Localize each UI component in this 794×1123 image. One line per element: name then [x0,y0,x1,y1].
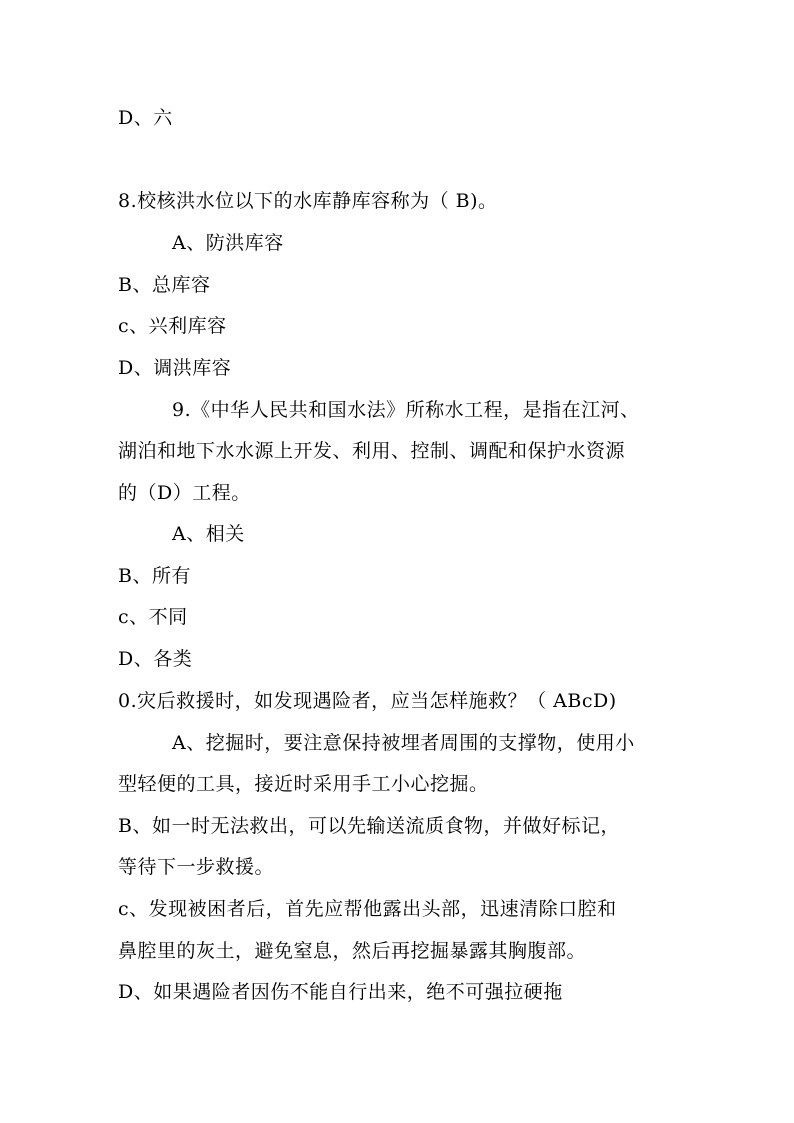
option-d-q7: D、六 [118,107,173,129]
option-d-q10: D、如果遇险者因伤不能自行出来，绝不可强拉硬拖 [118,981,563,1003]
option-b-q8: B、总库容 [118,274,211,296]
question-8: 8.校核洪水位以下的水库静库容称为（ B)。 [118,190,498,212]
option-b-q10-line-1: B、如一时无法救出，可以先输送流质食物，并做好标记， [118,815,620,837]
option-c-q10-line-2: 鼻腔里的灰土，避免窒息，然后再挖掘暴露其胸腹部。 [118,940,587,962]
question-10: 0.灾后救援时，如发现遇险者，应当怎样施救？（ ABcD) [118,690,617,712]
question-9-line-1: 9.《中华人民共和国水法》所称水工程，是指在江河、 [172,399,640,421]
option-d-q9: D、各类 [118,648,193,670]
option-c-q9: c、不同 [118,606,188,628]
option-c-q8: c、兴利库容 [118,315,227,337]
option-a-q8: A、防洪库容 [172,232,284,254]
option-a-q10-line-1: A、挖掘时，要注意保持被埋者周围的支撑物，使用小 [172,732,635,754]
question-9-line-2: 湖泊和地下水水源上开发、利用、控制、调配和保护水资源 [118,440,626,462]
option-a-q9: A、相关 [172,523,245,545]
option-c-q10-line-1: c、发现被困者后，首先应帮他露出头部，迅速清除口腔和 [118,898,617,920]
option-d-q8: D、调洪库容 [118,357,232,379]
question-9-line-3: 的（D）工程。 [118,482,251,504]
option-a-q10-line-2: 型轻便的工具，接近时采用手工小心挖掘。 [118,773,489,795]
option-b-q9: B、所有 [118,565,191,587]
option-b-q10-line-2: 等待下一步救援。 [118,856,275,878]
